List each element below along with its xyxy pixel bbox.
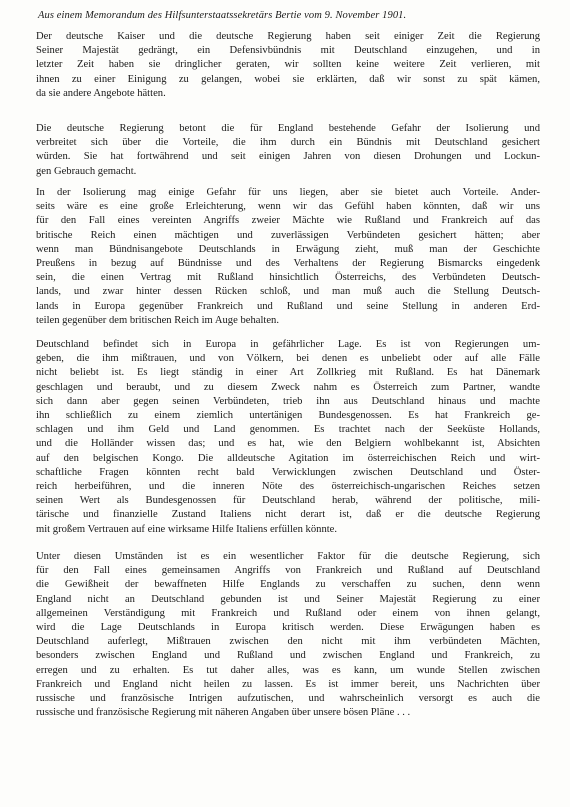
text-line: geschlagen und beraubt, und zu diesem Zweck nahm es Österreich zum Partner, wandte <box>36 381 540 393</box>
text-line: allgemeinen Verständigung mit Frankreich und Rußland oder einem von ihnen gelangt, <box>36 607 540 619</box>
text-line: sein, die einen Vertrag mit Rußland hinsichtlich Österreichs, des Verbündeten Deutsch- <box>36 272 540 284</box>
text-line: lands, und zwar hinter dessen Rücken schloß, und man muß auch die Stellung Deutsch- <box>36 286 540 298</box>
text-line: da sie andere Angebote hätten. <box>36 87 166 99</box>
paragraph-5 <box>36 550 540 720</box>
text-line: wird die Lage Deutschlands in Europa kritisch werden. Diese Erwägungen haben es <box>36 622 540 634</box>
text-line: besonders zwischen England und Rußland und zwischen England und Frankreich, zu <box>36 650 540 662</box>
paragraph-2 <box>36 122 540 179</box>
text-line: verbreitet sich über die Vorteile, die ihm durch ein Bündnis mit Deutschland gesichert <box>36 137 540 149</box>
text-line: britische Reich einen mächtigen und zuverlässigen Verbündeten gesichert hätten; aber <box>36 229 540 241</box>
text-line: auf den belgischen Kongo. Die alldeutsche Agitation im österreichischen Reich und wirt- <box>36 452 540 464</box>
text-line: sich dann aber gegen seinen Verbündeten, trieb ihn aus Deutschland hinaus und machte <box>36 395 540 407</box>
text-line: England nicht an Deutschland gebunden ist und Seiner Majestät Regierung zu einer <box>36 593 540 605</box>
text-line: Der deutsche Kaiser und die deutsche Regierung haben seit einiger Zeit die Regierung <box>36 31 540 42</box>
text-line: Preußens in bezug auf Bündnisse und des Verhaltens der Regierung Bismarcks eingedenk <box>36 258 540 270</box>
text-line: schaftliche Fragen könnten recht bald Verwicklungen zwischen Deutschland und Öster- <box>36 466 540 478</box>
text-line: mit großem Vertrauen auf eine wirksame Hilfe Italiens erfüllen könnte. <box>36 523 338 535</box>
text-line: Deutschland auferlegt, Mißtrauen zwischen den nicht mit ihm verbündeten Mächten, <box>36 636 540 648</box>
text-line: Deutschland befindet sich in Europa in gefährlicher Lage. Es ist von Regierungen um- <box>36 339 540 350</box>
text-line: Frankreich und England nicht heilen zu lassen. Es ist immer bereit, uns Nachrichten über <box>36 678 540 690</box>
text-line: ihn schließlich zu einem ziemlich untertänigen Bundesgenossen. Es hat Frankreich ge- <box>36 410 540 422</box>
text-line: seinen Wert als Bundesgenossen für Deutschland herab, während der politische, mili- <box>36 495 540 507</box>
text-line: würden. Sie hat fortwährend und seit einigen Jahren von diesen Drohungen und Lockun- <box>36 151 540 163</box>
text-line: russische und französische Intrigen aufzutischen, und wahrscheinlich versorgt es auch die <box>36 693 540 705</box>
text-line: lands in Europa gegenüber Frankreich und Rußland und seine Stellung in anderen Erd- <box>36 300 540 312</box>
text-line: teilen gegenüber dem britischen Reich im Auge behalten. <box>36 314 279 326</box>
text-line: gen Gebrauch gemacht. <box>36 165 137 177</box>
text-line: und die Holländer wissen das; und es hat, wie den Belgiern wohlbekannt ist, Absichten <box>36 438 540 450</box>
text-line: für den Fall eines vereinten Angriffs zweier Mächte wie Rußland und Frankreich auf das <box>36 215 540 227</box>
text-line: die Gewißheit der bewaffneten Hilfe Englands zu verschaffen zu suchen, denn wenn <box>36 579 540 591</box>
text-line: für den Fall eines gemeinsamen Angriffs von Frankreich und Rußland auf Deutschland <box>36 565 540 577</box>
text-line: In der Isolierung mag einige Gefahr für uns liegen, aber sie bietet auch Vorteile. Ander- <box>36 187 540 198</box>
text-line: letzter Zeit haben sie dringlicher geraten, wir sollten keine weitere Zeit verlieren, mit <box>36 59 540 71</box>
text-line: reich herbeiführen, und die inneren Nöte des österreichisch-ungarischen Reiches setzen <box>36 481 540 493</box>
text-line: Seiner Majestät gedrängt, ein Defensivbündnis mit Deutschland einzugehen, und in <box>36 45 540 57</box>
paragraph-3 <box>36 186 540 328</box>
text-line: tärische und finanzielle Zustand Italiens nicht derart ist, daß er die deutsche Regierung <box>36 509 540 521</box>
text-line: russische und französische Regierung mit näheren Angaben über unsere bösen Pläne . . . <box>36 707 411 719</box>
text-line: ihnen zu einer Einigung zu gelangen, wobei sie erklärten, daß wir sonst zu spät kämen, <box>36 73 540 85</box>
text-line: wenn man Bündnisangebote Deutschlands in Erwägung zieht, muß man der Geschichte <box>36 243 540 255</box>
document-heading: Aus einem Memorandum des Hilfsunterstaatssekretärs Bertie vom 9. November 1901. <box>38 10 407 21</box>
text-line: Unter diesen Umständen ist es ein wesentlicher Faktor für die deutsche Regierung, sich <box>36 551 540 562</box>
paragraph-1 <box>36 30 540 101</box>
text-line: erregen und zu erhalten. Es tut daher alles, was es kann, um wunde Stellen zwischen <box>36 664 540 676</box>
text-line: Die deutsche Regierung betont die für England bestehende Gefahr der Isolierung und <box>36 123 540 134</box>
text-line: nicht beliebt ist. Es liegt ständig in einer Art Zollkrieg mit Rußland. Es hat Dänemark <box>36 367 540 379</box>
paragraph-4 <box>36 338 540 537</box>
text-line: geben, die ihm mißtrauen, und von Völkern, bei denen es unbeliebt oder auf alle Fälle <box>36 353 540 365</box>
text-line: schlagen und ihm Geld und Land genommen. Es trachtet nach der Seeküste Hollands, <box>36 424 540 436</box>
text-line: seits wäre es eine große Erleichterung, wenn wir das Gefühl haben könnten, daß wir uns <box>36 201 540 213</box>
